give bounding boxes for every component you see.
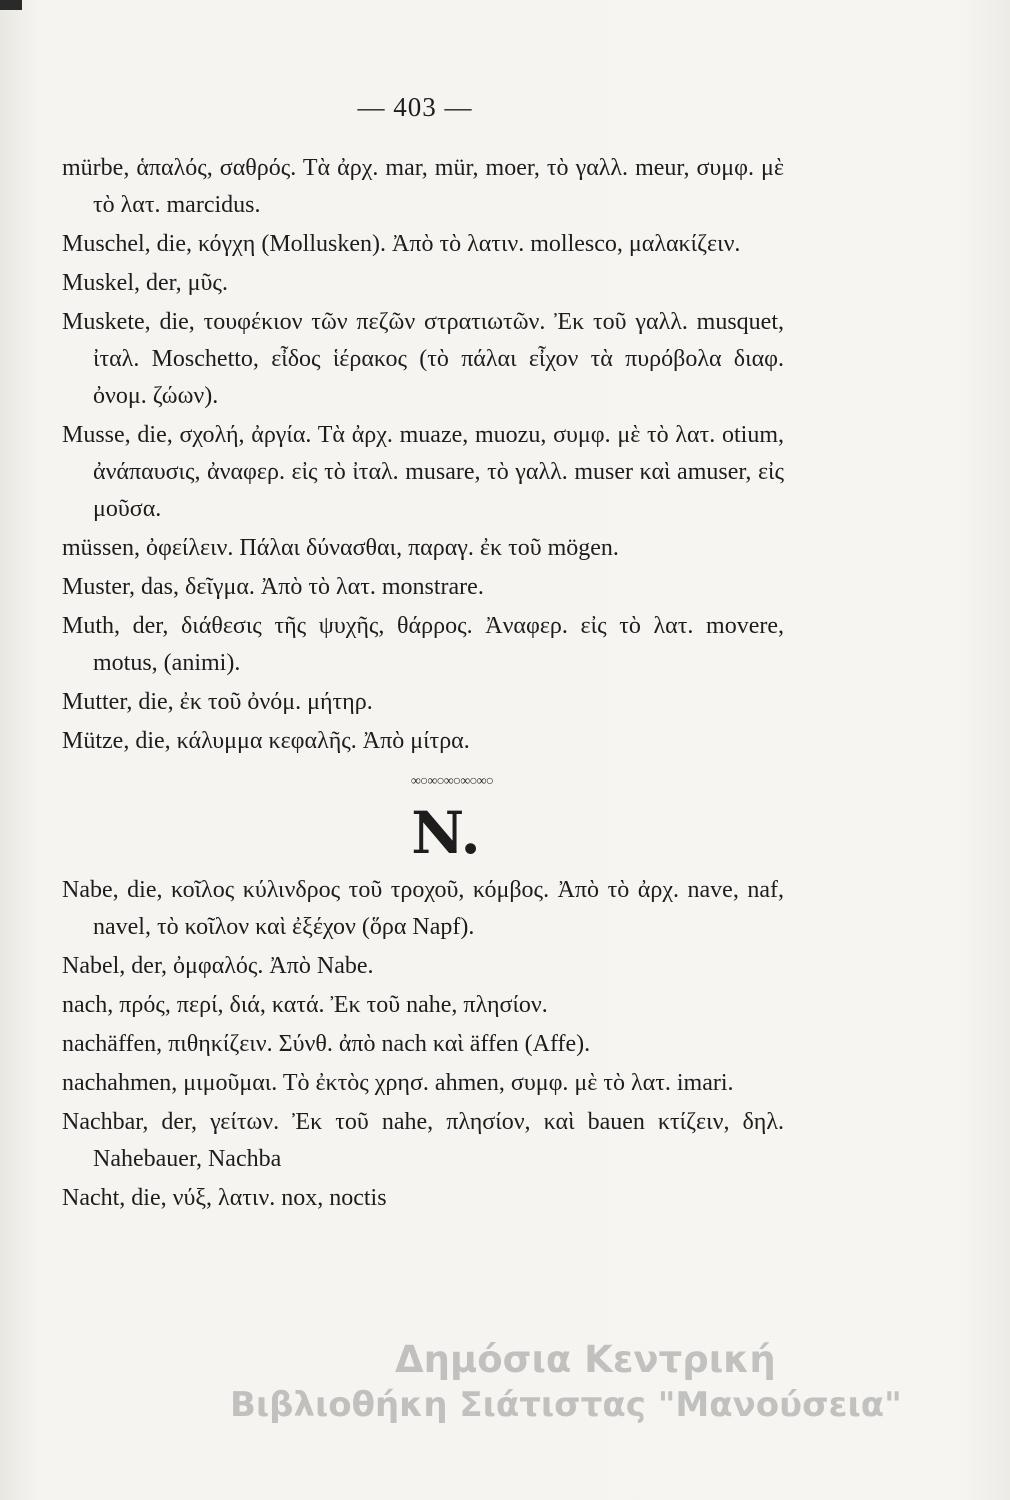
dictionary-entries bbox=[62, 150, 784, 1219]
entry-mutze: Mütze, die, κάλυμμα κεφαλῆς. Ἀπὸ μίτρα. bbox=[62, 728, 470, 754]
entry-nachaffen: nachäffen, πιθηκίζειν. Σύνθ. ἀπὸ nach καὶ äffen (Affe). bbox=[62, 1031, 591, 1057]
entry-murbe: mürbe, ἁπαλός, σαθρός. Τὰ ἀρχ. mar, mür, moer, τὸ γαλλ. meur, συμφ. μὲ τὸ λατ. marcidus. bbox=[62, 155, 784, 218]
library-watermark-line2: Βιβλιοθήκη Σιάτιστας "Μανούσεια" bbox=[230, 1385, 902, 1425]
section-letter-heading: N. bbox=[411, 799, 481, 867]
entry-nacht: Nacht, die, νύξ, λατιν. nox, noctis bbox=[62, 1185, 387, 1211]
section-divider-ornament: ∞○∞○∞○∞○∞○ bbox=[410, 774, 494, 789]
entry-nabe: Nabe, die, κοῖλος κύλινδρος τοῦ τροχοῦ, κόμβος. Ἀπὸ τὸ ἀρχ. nave, naf, navel, τὸ κοῖλον καὶ ἐξέχον (ὅρα Napf). bbox=[62, 877, 784, 940]
entry-muskete: Muskete, die, τουφέκιον τῶν πεζῶν στρατιωτῶν. Ἐκ τοῦ γαλλ. musquet, ἰταλ. Moschetto, εἶδος ἱέρακος (τὸ πάλαι εἶχον τὰ πυρόβολα διαφ. ὀνομ. ζώων). bbox=[62, 309, 784, 409]
entry-muster: Muster, das, δεῖγμα. Ἀπὸ τὸ λατ. monstrare. bbox=[62, 574, 484, 600]
entry-muschel: Muschel, die, κόγχη (Mollusken). Ἀπὸ τὸ λατιν. mollesco, μαλακίζειν. bbox=[62, 231, 741, 257]
entry-nachahmen: nachahmen, μιμοῦμαι. Τὸ ἐκτὸς χρησ. ahmen, συμφ. μὲ τὸ λατ. imari. bbox=[62, 1070, 734, 1096]
entry-muth: Muth, der, διάθεσις τῆς ψυχῆς, θάρρος. Ἀναφερ. εἰς τὸ λατ. movere, motus, (animi). bbox=[62, 613, 784, 676]
entry-mussen: müssen, ὀφείλειν. Πάλαι δύνασθαι, παραγ. ἐκ τοῦ mögen. bbox=[62, 535, 619, 561]
entry-mutter: Mutter, die, ἐκ τοῦ ὀνόμ. μήτηρ. bbox=[62, 689, 373, 715]
library-watermark-line1: Δημόσια Κεντρική bbox=[395, 1338, 776, 1381]
entry-musse: Musse, die, σχολή, ἀργία. Τὰ ἀρχ. muaze, muozu, συμφ. μὲ τὸ λατ. otium, ἀνάπαυσις, ἀναφερ. εἰς τὸ ἰταλ. musare, τὸ γαλλ. muser καὶ amuser, εἰς μοῦσα. bbox=[62, 422, 784, 522]
entry-muskel: Muskel, der, μῦς. bbox=[62, 270, 228, 296]
page-number: — 403 — bbox=[357, 92, 473, 122]
scan-corner-mark bbox=[0, 0, 22, 10]
entry-nabel: Nabel, der, ὀμφαλός. Ἀπὸ Nabe. bbox=[62, 953, 374, 979]
entry-nachbar: Nachbar, der, γείτων. Ἐκ τοῦ nahe, πλησίον, καὶ bauen κτίζειν, δηλ. Nahebauer, Nachba bbox=[62, 1109, 784, 1172]
entry-nach: nach, πρός, περί, διά, κατά. Ἐκ τοῦ nahe, πλησίον. bbox=[62, 992, 548, 1018]
